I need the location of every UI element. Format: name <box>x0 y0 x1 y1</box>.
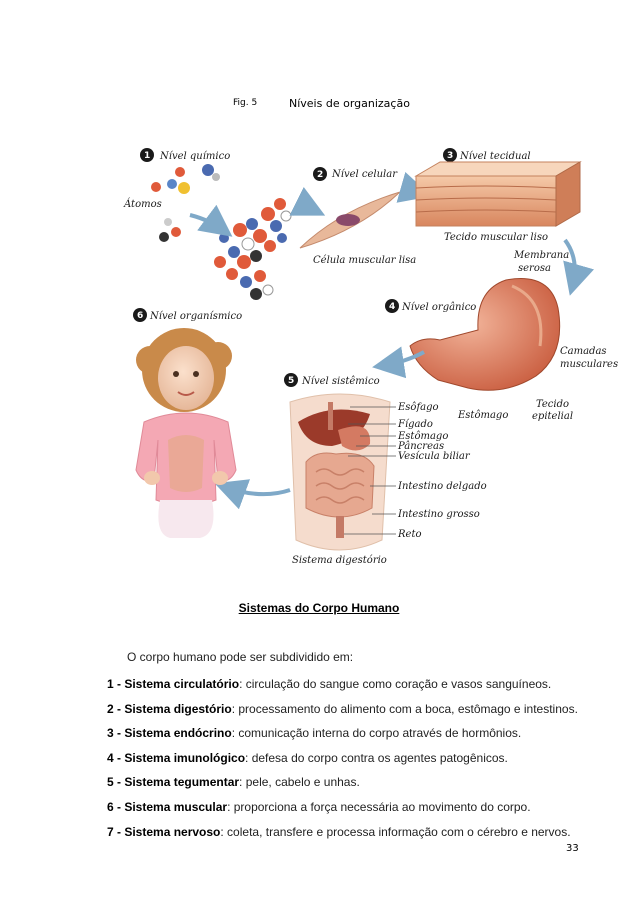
organ-level-label: Nível orgânico <box>402 302 477 313</box>
chemical-level <box>123 148 291 300</box>
list-item: 1 - Sistema circulatório: circulação do sangue como coração e vasos sanguíneos. <box>107 677 552 691</box>
figure-label: Fig. 5 <box>233 98 258 108</box>
badge-2-number: 2 <box>317 170 324 180</box>
muscle-layers-label-1: Camadas <box>560 346 607 357</box>
list-item: 6 - Sistema muscular: proporciona a força necessária ao movimento do corpo. <box>107 799 531 814</box>
rectum-icon <box>336 516 344 538</box>
badge-1-number: 1 <box>144 151 151 161</box>
levels-of-organization-figure <box>110 140 619 570</box>
system-level <box>222 373 487 566</box>
system-level-label: Nível sistêmico <box>302 376 380 387</box>
pancreas-label: Pâncreas <box>398 441 445 452</box>
arrow-icon <box>292 209 318 214</box>
section-title: Sistemas do Corpo Humano <box>238 601 400 615</box>
serous-membrane-label-2: serosa <box>518 263 551 274</box>
stomach-organ-label: Estômago <box>458 410 509 421</box>
figure-caption <box>0 98 638 114</box>
list-item: 3 - Sistema endócrino: comunicação interna do corpo através de hormônios. <box>107 726 522 741</box>
rectum-label: Reto <box>398 529 422 540</box>
gallbladder-label: Vesícula biliar <box>398 451 470 462</box>
badge-4-number: 4 <box>389 302 396 312</box>
cell-nucleus-icon <box>336 214 360 226</box>
page-number: 33 <box>566 843 579 854</box>
cellular-level-label: Nível celular <box>332 169 397 180</box>
molecule-icon <box>214 198 291 300</box>
digestive-system-label: Sistema digestório <box>292 555 387 566</box>
epithelial-tissue-label-1: Tecido <box>536 399 570 410</box>
badge-5-number: 5 <box>288 376 295 386</box>
liver-label: Fígado <box>398 419 433 430</box>
esophagus-label: Esôfago <box>398 402 439 413</box>
organ-level <box>380 250 618 422</box>
organism-level-label: Nível organísmico <box>150 311 243 322</box>
stomach-organ-icon <box>410 279 560 391</box>
esophagus-icon <box>328 402 333 430</box>
arrow-icon <box>222 486 290 494</box>
atoms-label: Átomos <box>124 199 162 210</box>
tissue-block-front-icon <box>416 176 556 226</box>
list-item: 2 - Sistema digestório: processamento do alimento com a boca, estômago e intestinos. <box>107 701 578 716</box>
list-item: 5 - Sistema tegumentar: pele, cabelo e unhas. <box>107 775 360 790</box>
arrow-icon <box>565 240 575 288</box>
list-item: 4 - Sistema imunológico: defesa do corpo contra os agentes patogênicos. <box>107 750 508 765</box>
child-figure-icon <box>136 328 236 538</box>
figure-title: Níveis de organização <box>289 97 410 110</box>
chemical-level-label: Nível químico <box>160 151 231 162</box>
arrow-icon <box>190 215 226 232</box>
list-item: 7 - Sistema nervoso: coleta, transfere e processa informação com o cérebro e nervos. <box>107 824 571 839</box>
badge-6-number: 6 <box>137 311 144 321</box>
smooth-muscle-tissue-label: Tecido muscular liso <box>444 232 548 243</box>
systems-list <box>107 672 578 844</box>
organism-level <box>133 308 242 538</box>
tissue-level <box>416 148 580 288</box>
intro-text: O corpo humano pode ser subdividido em: <box>127 650 354 664</box>
epithelial-tissue-label-2: epitelial <box>532 411 574 422</box>
tissue-block-top-icon <box>416 162 580 176</box>
tissue-level-label: Nível tecidual <box>460 151 531 162</box>
serous-membrane-label-1: Membrana <box>514 250 570 261</box>
stomach-label: Estômago <box>398 431 449 442</box>
cellular-level <box>292 167 424 266</box>
small-intestine-label: Intestino delgado <box>398 481 487 492</box>
muscle-layers-label-2: musculares <box>560 359 619 370</box>
large-intestine-label: Intestino grosso <box>398 509 480 520</box>
badge-3-number: 3 <box>447 151 454 161</box>
smooth-muscle-cell-label: Célula muscular lisa <box>313 255 417 266</box>
